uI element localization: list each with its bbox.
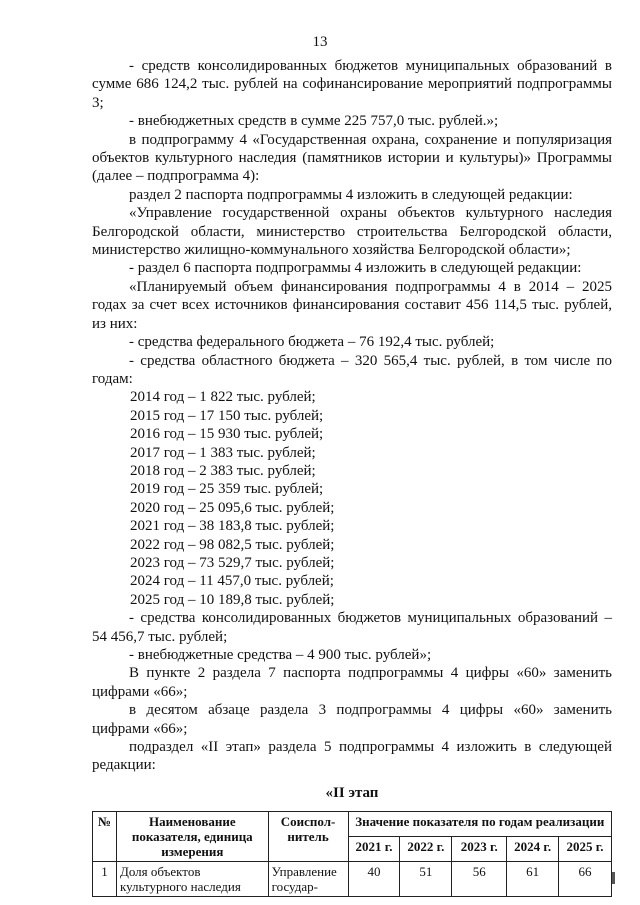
paragraph-item-2-section-7: В пункте 2 раздела 7 паспорта подпрограммы 4 цифры «60» заменить цифрами «66»; [92,665,612,700]
cell-num: 1 [93,862,117,897]
header-year: 2022 г. [400,837,452,862]
paragraph-subsection-stage-2: подраздел «II этап» раздела 5 подпрограммы 4 изложить в следующей редакции: [92,739,612,774]
header-executor: Соиспол-нитель [268,812,348,862]
paragraph-subprogram-4: в подпрограмму 4 «Государственная охрана, сохранение и популяризация объектов культурного наследия (памятников истории и культуры)» Программы (далее – подпрограмма 4): [92,131,612,185]
year-item: 2014 год – 1 822 тыс. рублей; [130,389,316,406]
cell-value: 56 [452,862,507,897]
table-title: «II этап [325,784,379,801]
year-item: 2018 год – 2 383 тыс. рублей; [130,462,316,479]
paragraph-extrabudgetary: - внебюджетных средств в сумме 225 757,0 тыс. рублей.»; [129,113,499,130]
scan-artifact [612,872,615,884]
cell-executor: Управление государ- [268,862,348,897]
page-number: 13 [312,34,328,50]
cell-value: 61 [507,862,559,897]
year-item: 2021 год – 38 183,8 тыс. рублей; [130,518,335,535]
cell-value: 40 [348,862,400,897]
cell-name: Доля объектов культурного наследия [116,862,268,897]
year-item: 2017 год – 1 383 тыс. рублей; [130,444,316,461]
year-item: 2022 год – 98 082,5 тыс. рублей; [130,536,335,553]
paragraph-section-2: раздел 2 паспорта подпрограммы 4 изложить в следующей редакции: [129,186,573,203]
paragraph-regional-budget: - средства областного бюджета – 320 565,4 тыс. рублей, в том числе по годам: [92,352,612,387]
year-item: 2016 год – 15 930 тыс. рублей; [130,426,324,443]
header-num: № [93,812,117,862]
year-item: 2025 год – 10 189,8 тыс. рублей; [130,591,335,608]
header-year: 2023 г. [452,837,507,862]
indicators-table [92,811,612,897]
header-name: Наименование показателя, единица измерения [116,812,268,862]
year-item: 2024 год – 11 457,0 тыс. рублей; [130,573,334,590]
header-year: 2021 г. [348,837,400,862]
year-item: 2023 год – 73 529,7 тыс. рублей; [130,554,335,571]
header-year: 2025 г. [559,837,612,862]
paragraph-tenth-abzac: в десятом абзаце раздела 3 подпрограммы 4 цифры «60» заменить цифрами «66»; [92,702,612,737]
table-row [93,862,612,897]
document-body [92,57,612,897]
paragraph-management: «Управление государственной охраны объектов культурного наследия Белгородской области, министерство строительства Белгородской области, министерство жилищно-коммунального хозяйства Белгородской области»; [92,205,612,259]
header-year: 2024 г. [507,837,559,862]
year-item: 2020 год – 25 095,6 тыс. рублей; [130,499,335,516]
paragraph-section-6: - раздел 6 паспорта подпрограммы 4 изложить в следующей редакции: [129,260,582,277]
paragraph-consolidated-budgets: - средств консолидированных бюджетов муниципальных образований в сумме 686 124,2 тыс. рублей на софинансирование мероприятий подпрограммы 3; [92,58,612,111]
paragraph-federal-budget: - средства федерального бюджета – 76 192,4 тыс. рублей; [129,334,495,351]
year-item: 2019 год – 25 359 тыс. рублей; [130,481,324,498]
paragraph-municipal-budgets: - средства консолидированных бюджетов муниципальных образований – 54 456,7 тыс. рублей; [92,610,612,645]
cell-value: 51 [400,862,452,897]
year-item: 2015 год – 17 150 тыс. рублей; [130,407,324,424]
header-values: Значение показателя по годам реализации [348,812,611,837]
paragraph-planned-volume: «Планируемый объем финансирования подпрограммы 4 в 2014 – 2025 годах за счет всех источников финансирования составит 456 114,5 тыс. рублей, из них: [92,278,612,332]
table-header-row [93,812,612,837]
years-list [92,388,612,609]
paragraph-extrabudgetary-funds: - внебюджетные средства – 4 900 тыс. рублей»; [129,647,432,663]
cell-value: 66 [559,862,612,897]
